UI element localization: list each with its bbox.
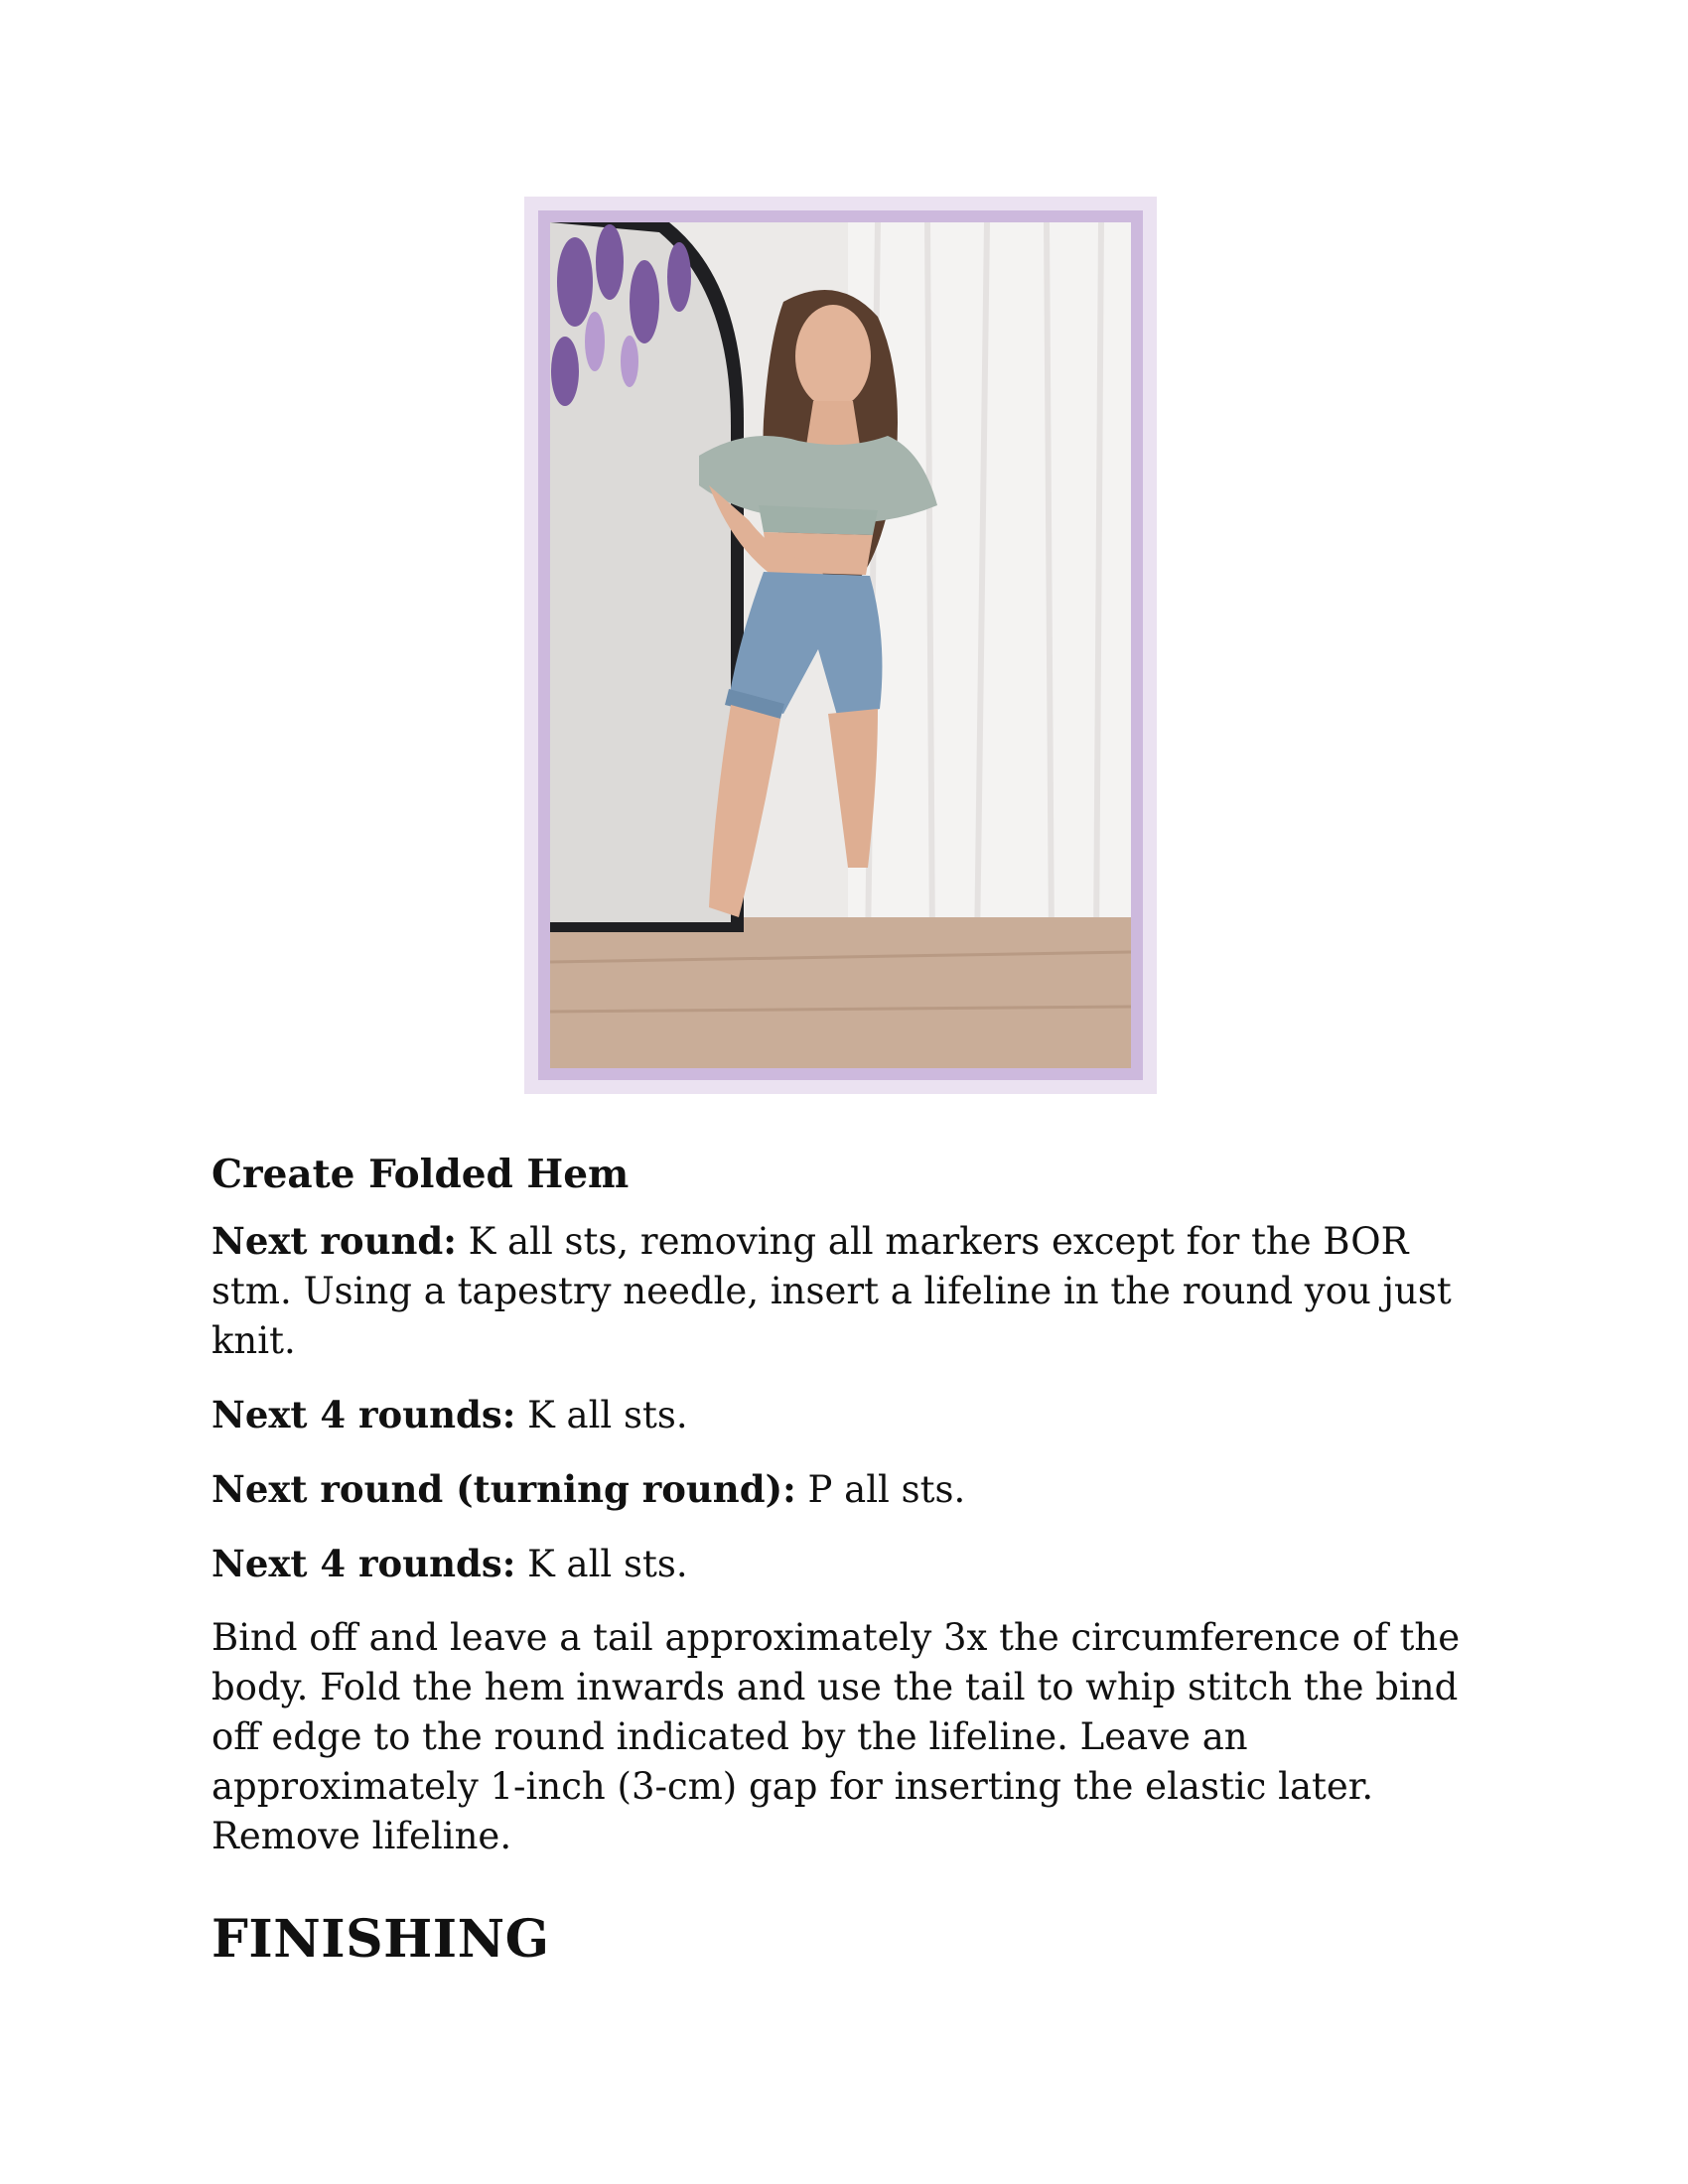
photo-frame <box>524 197 1157 1094</box>
step-lead: Next round: <box>211 1218 457 1263</box>
pattern-content <box>211 1152 1482 1970</box>
step-text: K all sts. <box>515 1542 688 1585</box>
closing-paragraph: Bind off and leave a tail approximately 3x the circumference of the body. Fold the hem inwards and use the tail to whip stitch the bind off edge to the round indicated by the lifeline. Leave an approximately 1-inch (3-cm) gap for inserting the elastic later. Remove lifeline. <box>211 1615 1461 1857</box>
step-text: K all sts, removing all markers except for the BOR stm. Using a tapestry needle, insert a lifeline in the round you just knit. <box>211 1219 1452 1362</box>
step-paragraph <box>211 1216 1482 1366</box>
model-photo <box>550 222 1131 1068</box>
step-paragraph <box>211 1539 1482 1589</box>
step-paragraph <box>211 1390 1482 1440</box>
section-heading: Create Folded Hem <box>211 1152 630 1197</box>
finishing-heading: FINISHING <box>211 1908 550 1970</box>
step-lead: Next 4 rounds: <box>211 1541 516 1585</box>
step-text: K all sts. <box>515 1393 688 1436</box>
step-lead: Next 4 rounds: <box>211 1392 516 1436</box>
step-paragraph <box>211 1464 1482 1515</box>
step-text: P all sts. <box>795 1467 966 1511</box>
step-lead: Next round (turning round): <box>211 1466 796 1511</box>
